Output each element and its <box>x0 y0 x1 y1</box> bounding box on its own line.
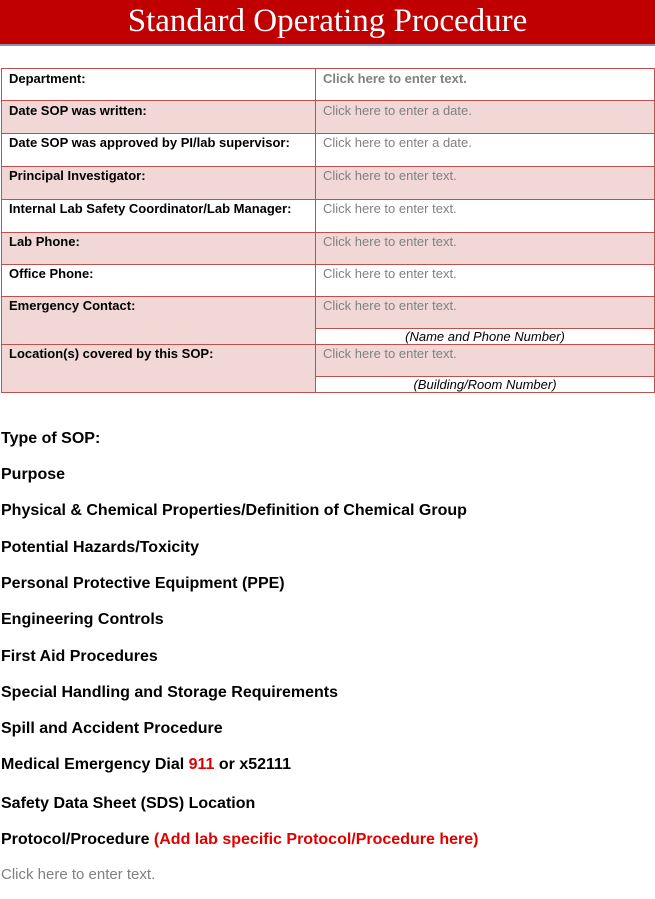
date-approved-label: Date SOP was approved by PI/lab supervisor: <box>2 134 316 167</box>
engineering-controls-heading: Engineering Controls <box>1 611 164 628</box>
table-row <box>2 69 655 101</box>
pi-label: Principal Investigator: <box>2 167 316 200</box>
ppe-heading: Personal Protective Equipment (PPE) <box>1 575 285 592</box>
department-field[interactable]: Click here to enter text. <box>316 69 655 101</box>
emergency-contact-field[interactable]: Click here to enter text. <box>316 297 655 329</box>
date-approved-field[interactable]: Click here to enter a date. <box>316 134 655 167</box>
protocol-text-field[interactable]: Click here to enter text. <box>1 866 156 883</box>
table-row <box>2 101 655 134</box>
emergency-number: 911 <box>188 756 215 773</box>
page-title: Standard Operating Procedure <box>127 3 528 39</box>
purpose-heading: Purpose <box>1 466 66 483</box>
safety-coordinator-field[interactable]: Click here to enter text. <box>316 200 655 233</box>
locations-hint: (Building/Room Number) <box>316 377 655 393</box>
pi-field[interactable]: Click here to enter text. <box>316 167 655 200</box>
table-row <box>2 134 655 167</box>
properties-heading: Physical & Chemical Properties/Definition of Chemical Group <box>1 502 467 519</box>
table-row <box>2 167 655 200</box>
protocol-note: (Add lab specific Protocol/Procedure here) <box>153 831 479 848</box>
medical-suffix: or x52111 <box>214 756 291 773</box>
emergency-contact-hint: (Name and Phone Number) <box>316 329 655 345</box>
lab-phone-label: Lab Phone: <box>2 233 316 265</box>
date-written-field[interactable]: Click here to enter a date. <box>316 101 655 134</box>
hazards-heading: Potential Hazards/Toxicity <box>1 539 199 556</box>
type-of-sop-heading: Type of SOP: <box>1 430 101 447</box>
spill-procedure-heading: Spill and Accident Procedure <box>1 720 223 737</box>
table-row <box>2 297 655 329</box>
medical-emergency-heading <box>1 756 291 774</box>
emergency-contact-label: Emergency Contact: <box>2 297 316 345</box>
table-row <box>2 265 655 297</box>
safety-coordinator-label: Internal Lab Safety Coordinator/Lab Manager: <box>2 200 316 233</box>
title-banner <box>0 0 655 44</box>
sop-info-table <box>1 68 655 393</box>
lab-phone-field[interactable]: Click here to enter text. <box>316 233 655 265</box>
handling-storage-heading: Special Handling and Storage Requirements <box>1 684 338 701</box>
protocol-heading <box>1 831 478 849</box>
title-divider <box>0 44 655 46</box>
table-row <box>2 233 655 265</box>
office-phone-label: Office Phone: <box>2 265 316 297</box>
sds-location-heading: Safety Data Sheet (SDS) Location <box>1 795 256 812</box>
locations-label: Location(s) covered by this SOP: <box>2 345 316 393</box>
medical-prefix: Medical Emergency Dial <box>1 756 189 773</box>
locations-field[interactable]: Click here to enter text. <box>316 345 655 377</box>
department-label: Department: <box>2 69 316 101</box>
table-row <box>2 200 655 233</box>
protocol-label: Protocol/Procedure <box>1 831 154 848</box>
table-row <box>2 345 655 377</box>
first-aid-heading: First Aid Procedures <box>1 648 158 665</box>
office-phone-field[interactable]: Click here to enter text. <box>316 265 655 297</box>
date-written-label: Date SOP was written: <box>2 101 316 134</box>
